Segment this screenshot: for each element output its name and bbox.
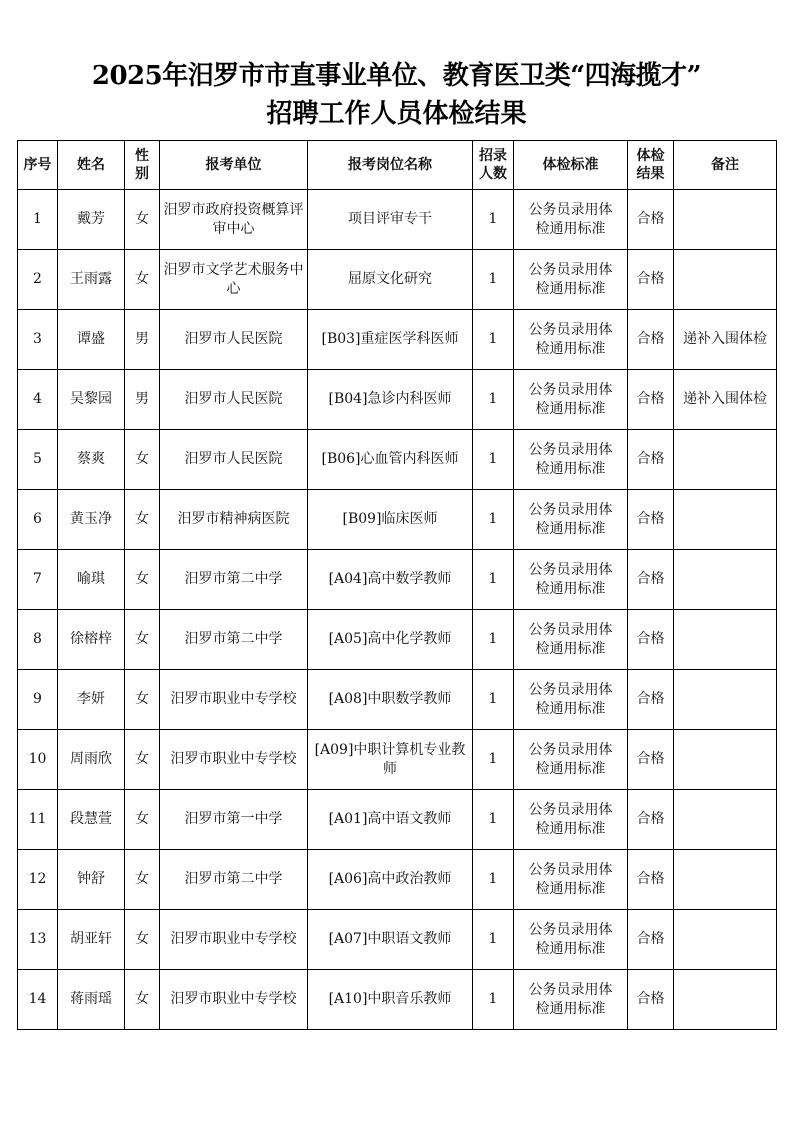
cell-standard-text: 公务员录用体检通用标准 [528,681,613,717]
cell-no [18,250,58,310]
cell-unit-text: 汨罗市职业中专学校 [170,751,297,767]
cell-gender-text: 女 [135,631,149,647]
cell-gender [125,250,160,310]
cell-gender [125,850,160,910]
header-gender [125,141,160,190]
cell-unit-text: 汨罗市人民医院 [184,391,283,407]
cell-name [58,550,125,610]
cell-standard-text: 公务员录用体检通用标准 [528,441,613,477]
cell-standard [514,610,628,670]
cell-gender-text: 女 [135,811,149,827]
cell-no [18,490,58,550]
cell-gender-text: 女 [135,451,149,467]
cell-count [473,250,514,310]
cell-count-text: 1 [488,811,498,827]
table-row [18,850,777,910]
cell-count [473,550,514,610]
cell-name-text: 蒋雨瑶 [70,991,112,1007]
cell-gender [125,970,160,1030]
cell-count [473,670,514,730]
cell-count [473,970,514,1030]
cell-result [628,550,674,610]
cell-count-text: 1 [488,631,498,647]
cell-name-text: 吴黎园 [70,391,112,407]
cell-count [473,190,514,250]
cell-count [473,610,514,670]
cell-name [58,370,125,430]
cell-result [628,610,674,670]
cell-result-text: 合格 [636,571,665,587]
cell-no [18,190,58,250]
cell-no [18,850,58,910]
cell-result-text: 合格 [636,331,665,347]
cell-standard-text: 公务员录用体检通用标准 [528,921,613,957]
cell-result-text: 合格 [636,631,665,647]
cell-name [58,970,125,1030]
cell-gender-text: 女 [135,691,149,707]
cell-unit [160,610,308,670]
cell-unit-text: 汨罗市第二中学 [184,871,283,887]
cell-post-text: [B03]重症医学科医师 [321,331,459,347]
cell-standard [514,190,628,250]
cell-no [18,730,58,790]
header-result-label: 体检结果 [636,148,665,182]
cell-gender-text: 女 [135,211,149,227]
cell-unit [160,430,308,490]
cell-unit-text: 汨罗市第二中学 [184,571,283,587]
cell-unit [160,670,308,730]
cell-result [628,370,674,430]
cell-no-text: 12 [28,871,47,887]
cell-no-text: 4 [33,391,42,407]
cell-count-text: 1 [488,331,498,347]
cell-result-text: 合格 [636,691,665,707]
cell-standard-text: 公务员录用体检通用标准 [528,381,613,417]
cell-result [628,790,674,850]
cell-result-text: 合格 [636,931,665,947]
cell-standard-text: 公务员录用体检通用标准 [528,201,613,237]
cell-name [58,850,125,910]
cell-name-text: 喻琪 [77,571,105,587]
cell-no-text: 13 [28,931,47,947]
cell-post-text: [A09]中职计算机专业教师 [314,741,466,777]
cell-unit-text: 汨罗市职业中专学校 [170,991,297,1007]
table-row [18,550,777,610]
cell-name-text: 王雨露 [70,271,112,287]
cell-post-text: [B04]急诊内科医师 [328,391,452,407]
cell-count-text: 1 [488,211,498,227]
cell-gender [125,730,160,790]
header-name: 姓名 [58,141,125,190]
header-no: 序号 [18,141,58,190]
cell-result-text: 合格 [636,871,665,887]
cell-post [308,790,473,850]
cell-note-text: 递补入围体检 [683,391,767,407]
cell-post-text: [A06]高中政治教师 [328,871,452,887]
cell-unit [160,250,308,310]
table-row [18,370,777,430]
table-row [18,610,777,670]
cell-standard-text: 公务员录用体检通用标准 [528,801,613,837]
cell-name-text: 周雨欣 [70,751,112,767]
cell-no [18,670,58,730]
cell-unit-text: 汨罗市第一中学 [184,811,283,827]
cell-unit-text: 汨罗市第二中学 [184,631,283,647]
cell-unit [160,790,308,850]
header-count-label: 招录人数 [479,148,507,182]
cell-unit-text: 汨罗市人民医院 [184,331,283,347]
cell-unit-text: 汨罗市人民医院 [184,451,283,467]
cell-result [628,910,674,970]
cell-no [18,910,58,970]
cell-gender-text: 女 [135,271,149,287]
table-row [18,250,777,310]
cell-post [308,190,473,250]
table-row [18,430,777,490]
cell-result [628,490,674,550]
cell-note [674,910,777,970]
cell-no [18,310,58,370]
cell-standard [514,970,628,1030]
cell-name [58,910,125,970]
cell-no [18,550,58,610]
cell-unit [160,190,308,250]
cell-gender-text: 男 [135,391,149,407]
cell-count [473,790,514,850]
cell-post [308,490,473,550]
cell-note-text: 递补入围体检 [683,331,767,347]
table-row [18,490,777,550]
cell-standard-text: 公务员录用体检通用标准 [528,981,613,1017]
cell-note [674,550,777,610]
cell-post [308,850,473,910]
cell-gender [125,370,160,430]
cell-no-text: 8 [33,631,42,647]
cell-post-text: [A07]中职语文教师 [328,931,452,947]
cell-name [58,790,125,850]
table-row [18,730,777,790]
cell-name-text: 蔡爽 [77,451,105,467]
table-header-row [18,141,777,190]
cell-gender [125,790,160,850]
cell-standard [514,730,628,790]
cell-count-text: 1 [488,511,498,527]
cell-gender-text: 男 [135,331,149,347]
cell-note [674,970,777,1030]
cell-note [674,430,777,490]
cell-post [308,370,473,430]
cell-note [674,310,777,370]
cell-gender-text: 女 [135,751,149,767]
cell-unit [160,550,308,610]
cell-name [58,730,125,790]
cell-no-text: 5 [33,451,42,467]
cell-post-text: [B06]心血管内科医师 [321,451,459,467]
cell-gender [125,910,160,970]
cell-unit [160,850,308,910]
cell-result [628,850,674,910]
cell-gender [125,550,160,610]
cell-note [674,730,777,790]
cell-standard [514,850,628,910]
cell-result-text: 合格 [636,391,665,407]
cell-note [674,190,777,250]
cell-note [674,610,777,670]
header-standard: 体检标准 [514,141,628,190]
cell-standard [514,430,628,490]
cell-unit-text: 汨罗市职业中专学校 [170,691,297,707]
cell-standard [514,670,628,730]
cell-name-text: 徐榕梓 [70,631,112,647]
cell-result-text: 合格 [636,211,665,227]
cell-unit [160,730,308,790]
cell-standard [514,490,628,550]
cell-result [628,970,674,1030]
cell-gender-text: 女 [135,511,149,527]
cell-result [628,190,674,250]
cell-result-text: 合格 [636,271,665,287]
header-count [473,141,514,190]
cell-name [58,310,125,370]
cell-gender [125,310,160,370]
cell-result-text: 合格 [636,451,665,467]
header-unit: 报考单位 [160,141,308,190]
cell-unit-text: 汨罗市文学艺术服务中心 [163,261,304,297]
cell-unit-text: 汨罗市职业中专学校 [170,931,297,947]
cell-no-text: 11 [28,811,47,827]
cell-name-text: 钟舒 [77,871,105,887]
cell-name [58,490,125,550]
cell-note [674,250,777,310]
cell-unit [160,310,308,370]
page-title [0,58,793,132]
cell-result [628,250,674,310]
cell-post-text: [A05]高中化学教师 [328,631,452,647]
cell-unit [160,970,308,1030]
cell-standard-text: 公务员录用体检通用标准 [528,561,613,597]
cell-post-text: 屈原文化研究 [348,271,432,287]
cell-post-text: [A01]高中语文教师 [328,811,452,827]
cell-name [58,610,125,670]
cell-post [308,250,473,310]
cell-count [473,370,514,430]
cell-gender-text: 女 [135,571,149,587]
cell-post [308,550,473,610]
table-row [18,970,777,1030]
cell-note [674,490,777,550]
cell-result-text: 合格 [636,751,665,767]
cell-name [58,430,125,490]
cell-post [308,730,473,790]
cell-count [473,490,514,550]
cell-gender [125,670,160,730]
cell-standard-text: 公务员录用体检通用标准 [528,501,613,537]
cell-count [473,910,514,970]
cell-result [628,430,674,490]
cell-gender [125,610,160,670]
cell-name-text: 谭盛 [77,331,105,347]
cell-standard-text: 公务员录用体检通用标准 [528,621,613,657]
results-table [17,140,777,1030]
table-row [18,670,777,730]
cell-gender [125,430,160,490]
cell-unit [160,370,308,430]
cell-post [308,670,473,730]
cell-post-text: [A04]高中数学教师 [328,571,452,587]
cell-count-text: 1 [488,871,498,887]
cell-standard-text: 公务员录用体检通用标准 [528,861,613,897]
cell-standard [514,370,628,430]
cell-unit [160,490,308,550]
cell-post-text: [B09]临床医师 [342,511,438,527]
cell-post [308,610,473,670]
cell-unit-text: 汨罗市精神病医院 [177,511,290,527]
cell-no [18,790,58,850]
cell-standard [514,250,628,310]
cell-no [18,970,58,1030]
cell-name [58,250,125,310]
cell-post [308,970,473,1030]
cell-count-text: 1 [488,271,498,287]
cell-post [308,910,473,970]
cell-no-text: 3 [33,331,42,347]
cell-note [674,790,777,850]
cell-standard-text: 公务员录用体检通用标准 [528,261,613,297]
cell-no [18,610,58,670]
cell-result-text: 合格 [636,991,665,1007]
cell-count-text: 1 [488,691,498,707]
cell-count-text: 1 [488,451,498,467]
cell-standard [514,910,628,970]
cell-no-text: 10 [28,751,47,767]
cell-no-text: 2 [33,271,42,287]
cell-gender-text: 女 [135,931,149,947]
cell-result [628,670,674,730]
cell-standard [514,550,628,610]
cell-post-text: [A08]中职数学教师 [328,691,452,707]
cell-gender-text: 女 [135,871,149,887]
cell-name [58,190,125,250]
header-result [628,141,674,190]
cell-result [628,310,674,370]
header-note: 备注 [674,141,777,190]
cell-count [473,730,514,790]
cell-count-text: 1 [488,391,498,407]
cell-count [473,850,514,910]
cell-unit-text: 汨罗市政府投资概算评审中心 [163,201,304,237]
cell-gender-text: 女 [135,991,149,1007]
cell-no-text: 14 [28,991,47,1007]
cell-no-text: 9 [33,691,42,707]
cell-count [473,430,514,490]
header-gender-label: 性别 [135,148,149,182]
cell-no-text: 1 [33,211,42,227]
cell-count-text: 1 [488,991,498,1007]
cell-no-text: 6 [33,511,42,527]
cell-count-text: 1 [488,751,498,767]
cell-result-text: 合格 [636,811,665,827]
cell-result-text: 合格 [636,511,665,527]
cell-no-text: 7 [33,571,42,587]
cell-no [18,370,58,430]
cell-note [674,670,777,730]
cell-count [473,310,514,370]
cell-standard [514,310,628,370]
cell-standard-text: 公务员录用体检通用标准 [528,321,613,357]
cell-post [308,310,473,370]
cell-count-text: 1 [488,571,498,587]
cell-name-text: 黄玉净 [70,511,112,527]
cell-standard-text: 公务员录用体检通用标准 [528,741,613,777]
title-line-1: 2025年汨罗市市直事业单位、教育医卫类“四海揽才” [91,61,702,91]
cell-name-text: 段慧萱 [70,811,112,827]
cell-name-text: 戴芳 [77,211,105,227]
table-row [18,910,777,970]
header-post: 报考岗位名称 [308,141,473,190]
cell-gender [125,490,160,550]
cell-result [628,730,674,790]
cell-note [674,850,777,910]
cell-gender [125,190,160,250]
cell-name-text: 胡亚轩 [70,931,112,947]
table-row [18,310,777,370]
cell-post [308,430,473,490]
cell-post-text: [A10]中职音乐教师 [328,991,452,1007]
table-row [18,190,777,250]
cell-count-text: 1 [488,931,498,947]
cell-no [18,430,58,490]
cell-name [58,670,125,730]
cell-standard [514,790,628,850]
cell-note [674,370,777,430]
cell-unit [160,910,308,970]
cell-name-text: 李妍 [77,691,105,707]
title-line-2: 招聘工作人员体检结果 [266,99,527,129]
cell-post-text: 项目评审专干 [348,211,432,227]
table-row [18,790,777,850]
